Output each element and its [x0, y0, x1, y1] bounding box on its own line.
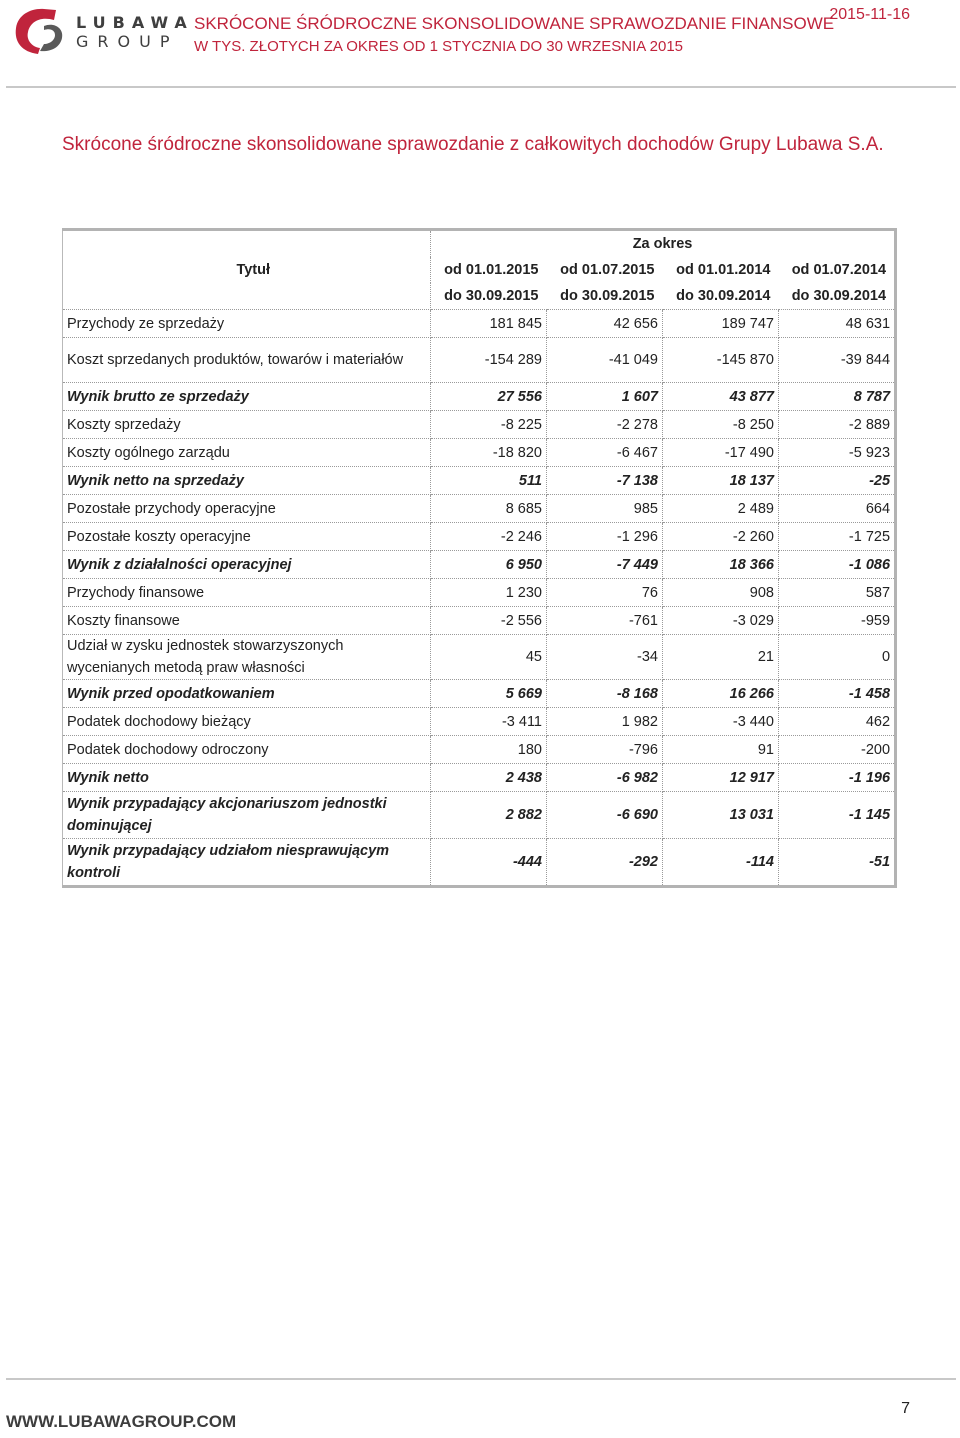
logo-line-2: GROUP — [76, 32, 179, 51]
table-row — [63, 635, 896, 680]
column-to-date: do 30.09.2014 — [663, 283, 779, 310]
row-value: 181 845 — [431, 310, 547, 338]
row-value: -154 289 — [431, 338, 547, 383]
row-value: 2 882 — [431, 792, 547, 839]
row-value: 8 787 — [779, 383, 896, 411]
row-value: 189 747 — [663, 310, 779, 338]
row-value: -3 440 — [663, 708, 779, 736]
row-value: -25 — [779, 467, 896, 495]
row-value: -3 029 — [663, 607, 779, 635]
row-label: Udział w zysku jednostek stowarzyszonych wycenianych metodą praw własności — [63, 635, 431, 680]
header-divider — [6, 86, 956, 88]
row-value: -2 889 — [779, 411, 896, 439]
row-label: Wynik przypadający akcjonariuszom jednostki dominującej — [63, 792, 431, 839]
row-label: Wynik z działalności operacyjnej — [63, 551, 431, 579]
column-to-date: do 30.09.2014 — [779, 283, 896, 310]
row-value: 21 — [663, 635, 779, 680]
title-column-header: Tytuł — [63, 230, 431, 310]
row-value: -444 — [431, 839, 547, 887]
table-row — [63, 338, 896, 383]
row-label: Wynik netto — [63, 764, 431, 792]
table-row — [63, 736, 896, 764]
column-from-date: od 01.07.2015 — [560, 262, 655, 278]
table-row — [63, 764, 896, 792]
row-value: -1 725 — [779, 523, 896, 551]
row-value: 5 669 — [431, 680, 547, 708]
income-statement-table-wrapper — [62, 228, 895, 888]
table-row — [63, 708, 896, 736]
row-value: -8 225 — [431, 411, 547, 439]
column-from-date: od 01.01.2015 — [444, 262, 539, 278]
row-label: Przychody ze sprzedaży — [63, 310, 431, 338]
table-row — [63, 551, 896, 579]
row-value: 6 950 — [431, 551, 547, 579]
row-value: -761 — [547, 607, 663, 635]
row-value: -6 982 — [547, 764, 663, 792]
row-value: -292 — [547, 839, 663, 887]
row-label: Koszty sprzedaży — [63, 411, 431, 439]
row-value: -5 923 — [779, 439, 896, 467]
row-value: 908 — [663, 579, 779, 607]
row-value: 587 — [779, 579, 896, 607]
table-row — [63, 411, 896, 439]
table-row — [63, 383, 896, 411]
row-value: -8 168 — [547, 680, 663, 708]
row-value: -1 086 — [779, 551, 896, 579]
row-label: Pozostałe koszty operacyjne — [63, 523, 431, 551]
table-row — [63, 792, 896, 839]
row-value: -7 138 — [547, 467, 663, 495]
row-value: -34 — [547, 635, 663, 680]
row-value: -114 — [663, 839, 779, 887]
row-label: Wynik przypadający udziałom niesprawującym kontroli — [63, 839, 431, 887]
row-value: 985 — [547, 495, 663, 523]
income-statement-table — [62, 228, 897, 888]
logo-line-1: LUBAWA — [76, 13, 194, 32]
table-row — [63, 680, 896, 708]
row-value: -7 449 — [547, 551, 663, 579]
column-to-date: do 30.09.2015 — [431, 283, 547, 310]
table-row — [63, 439, 896, 467]
column-to-date: do 30.09.2015 — [547, 283, 663, 310]
row-value: -2 556 — [431, 607, 547, 635]
row-value: -17 490 — [663, 439, 779, 467]
row-value: 12 917 — [663, 764, 779, 792]
row-value: 2 489 — [663, 495, 779, 523]
table-row — [63, 310, 896, 338]
row-label: Wynik netto na sprzedaży — [63, 467, 431, 495]
footer-divider — [6, 1378, 956, 1380]
page-number: 7 — [901, 1400, 910, 1417]
row-label: Koszty ogólnego zarządu — [63, 439, 431, 467]
row-value: -41 049 — [547, 338, 663, 383]
row-value: 1 230 — [431, 579, 547, 607]
row-value: 0 — [779, 635, 896, 680]
row-value: -18 820 — [431, 439, 547, 467]
row-value: 45 — [431, 635, 547, 680]
table-row — [63, 839, 896, 887]
row-value: 18 137 — [663, 467, 779, 495]
footer-url: WWW.LUBAWAGROUP.COM — [6, 1412, 237, 1431]
logo-wordmark — [76, 13, 194, 52]
header-date: 2015-11-16 — [829, 6, 910, 23]
row-value: 18 366 — [663, 551, 779, 579]
row-value: -145 870 — [663, 338, 779, 383]
row-value: 1 607 — [547, 383, 663, 411]
row-value: -1 458 — [779, 680, 896, 708]
row-value: 13 031 — [663, 792, 779, 839]
table-row — [63, 579, 896, 607]
row-label: Koszty finansowe — [63, 607, 431, 635]
row-value: -1 196 — [779, 764, 896, 792]
row-value: 43 877 — [663, 383, 779, 411]
column-from-date: od 01.07.2014 — [779, 257, 896, 283]
row-value: 16 266 — [663, 680, 779, 708]
row-value: 180 — [431, 736, 547, 764]
row-value: 91 — [663, 736, 779, 764]
row-value: -200 — [779, 736, 896, 764]
row-label: Podatek dochodowy odroczony — [63, 736, 431, 764]
header-row-period — [63, 230, 896, 258]
row-value: 42 656 — [547, 310, 663, 338]
row-value: 48 631 — [779, 310, 896, 338]
row-value: -959 — [779, 607, 896, 635]
row-value: -39 844 — [779, 338, 896, 383]
document-title: Skrócone śródroczne skonsolidowane sprawozdanie z całkowitych dochodów Grupy Lubawa S.A. — [62, 134, 884, 155]
row-value: 27 556 — [431, 383, 547, 411]
row-value: -2 260 — [663, 523, 779, 551]
row-value: 76 — [547, 579, 663, 607]
row-label: Pozostałe przychody operacyjne — [63, 495, 431, 523]
row-value: 664 — [779, 495, 896, 523]
company-logo-icon — [10, 2, 72, 59]
header-subtitle: W TYS. ZŁOTYCH ZA OKRES OD 1 STYCZNIA DO 30 WRZESNIA 2015 — [194, 38, 684, 55]
row-value: 511 — [431, 467, 547, 495]
row-value: 2 438 — [431, 764, 547, 792]
table-row — [63, 523, 896, 551]
row-value: -6 690 — [547, 792, 663, 839]
row-value: -6 467 — [547, 439, 663, 467]
table-row — [63, 495, 896, 523]
row-value: -8 250 — [663, 411, 779, 439]
row-label: Podatek dochodowy bieżący — [63, 708, 431, 736]
row-value: -1 145 — [779, 792, 896, 839]
row-value: 8 685 — [431, 495, 547, 523]
row-label: Koszt sprzedanych produktów, towarów i materiałów — [63, 338, 431, 383]
row-label: Wynik przed opodatkowaniem — [63, 680, 431, 708]
row-value: -2 278 — [547, 411, 663, 439]
table-row — [63, 607, 896, 635]
header-title: SKRÓCONE ŚRÓDROCZNE SKONSOLIDOWANE SPRAWOZDANIE FINANSOWE — [194, 14, 835, 33]
row-value: -1 296 — [547, 523, 663, 551]
row-value: -51 — [779, 839, 896, 887]
row-value: -3 411 — [431, 708, 547, 736]
row-value: -796 — [547, 736, 663, 764]
row-value: 462 — [779, 708, 896, 736]
row-label: Przychody finansowe — [63, 579, 431, 607]
row-label: Wynik brutto ze sprzedaży — [63, 383, 431, 411]
row-value: 1 982 — [547, 708, 663, 736]
row-value: -2 246 — [431, 523, 547, 551]
column-from-date: od 01.01.2014 — [676, 262, 771, 278]
period-header: Za okres — [431, 230, 896, 258]
table-row — [63, 467, 896, 495]
